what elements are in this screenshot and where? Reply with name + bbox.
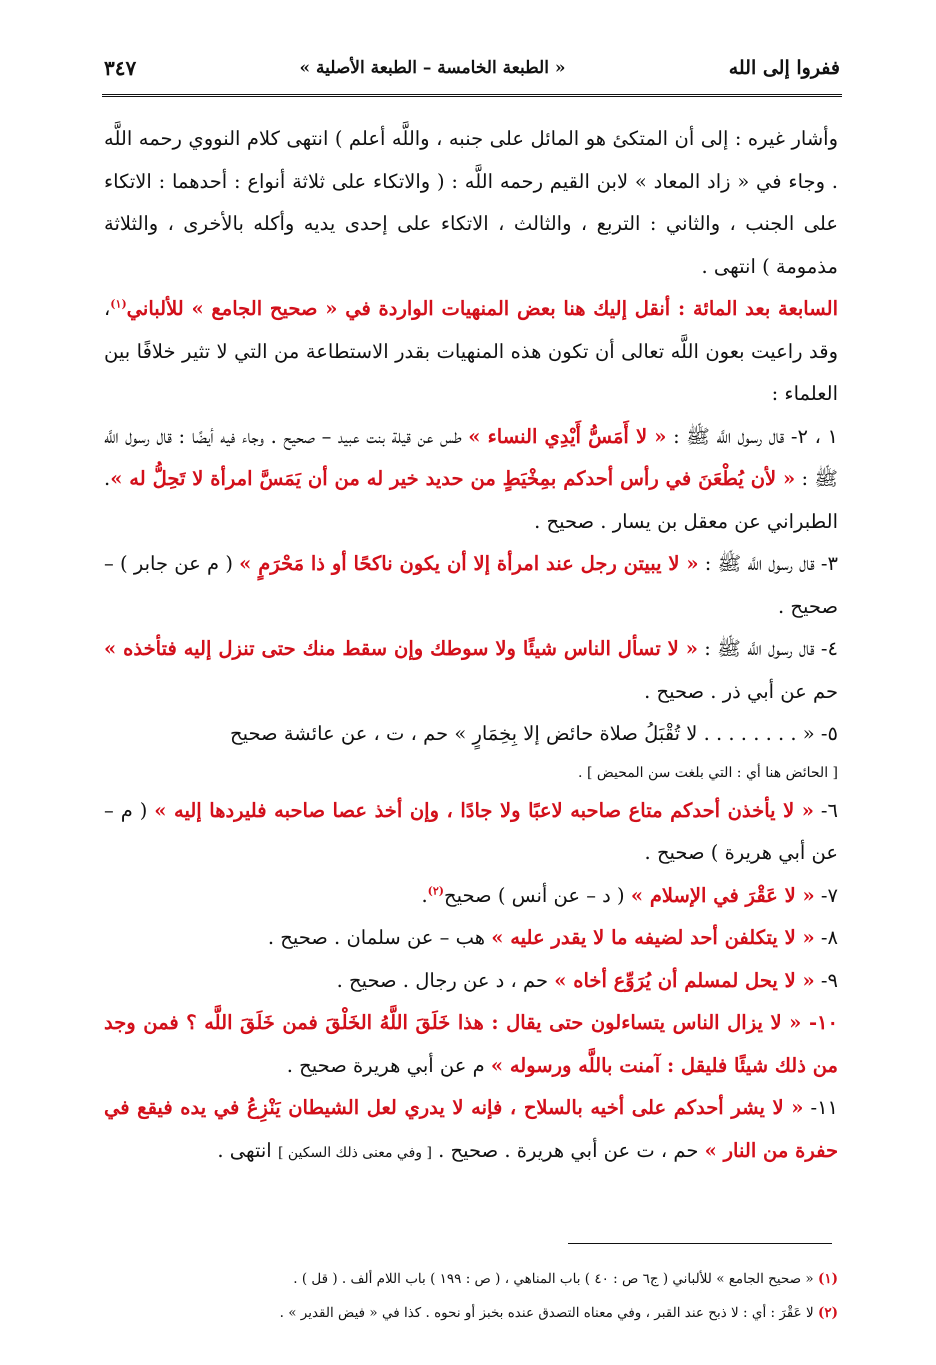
item-source: . الطبراني عن معقل بن يسار . صحيح . [104, 467, 838, 533]
item-end: . [421, 883, 428, 907]
hadith-text: « لا يبيتن رجل عند امرأة إلا أن يكون ناكحًا أو ذا مَحْرَمٍ » [239, 552, 699, 575]
section-intro [104, 288, 838, 416]
item-prefix: ١٠- [801, 1011, 838, 1034]
list-item-3 [104, 543, 838, 628]
hadith-text: ٥- « . . . . . . . . لا تُقْبَلُ صلاة حائض إلا بِخِمَارٍ » حم ، ت ، عن عائشة صحيح [230, 722, 838, 745]
paragraph-continuation [104, 118, 838, 288]
hadith-text: « لا أَمَسُّ أَيْدِي النساء » [468, 424, 667, 448]
item-prefix: ٤- قال رسول اللَّه ﷺ : [697, 637, 838, 660]
footnote-text: « صحيح الجامع » للألباني ( ج٦ ص : ٤٠ ) باب المناهي ، ( ص : ١٩٩ ) باب اللام ألف . ( قل ) . [293, 1271, 818, 1287]
item-prefix: ١ ، ٢- قال رسول اللَّه ﷺ : [666, 424, 838, 448]
list-item-6 [104, 790, 838, 875]
item-source: حم عن أبي ذر . صحيح . [644, 679, 838, 703]
page-number: ٣٤٧ [104, 56, 137, 80]
list-item-8 [104, 917, 838, 960]
hadith-text: « لا يأخذن أحدكم متاع صاحبه لاعبًا ولا جادًا ، وإن أخذ عصا صاحبه فليردها إليه » [154, 798, 814, 822]
item-note: [ وفي معنى ذلك السكين ] [277, 1144, 432, 1161]
hadith-text: « لا يشر أحدكم على أخيه بالسلاح ، فإنه لا يدري لعل الشيطان يَنْزِعُ في يده فيقع في حفرة من النار » [104, 1096, 838, 1162]
item-source: م عن أبي هريرة صحيح . [286, 1053, 491, 1077]
item-prefix: ٩- [814, 968, 838, 992]
body-text [104, 118, 838, 1172]
item-source: حم ، د عن رجال . صحيح . [336, 968, 555, 992]
item-prefix: ٧- [814, 883, 838, 907]
item-source: ( م عن جابر ) – صحيح . [104, 552, 838, 618]
footnote-1 [104, 1262, 838, 1296]
footnote-mark: (٢) [817, 1305, 838, 1321]
section-intro-text: ، وقد راعيت بعون اللَّه تعالى أن تكون هذه المنهيات بقدر الاستطاعة من التي لا تثير خلافًا بين العلماء : [104, 297, 838, 405]
footnote-ref-2: (٢) [427, 884, 444, 897]
list-item-9 [104, 960, 838, 1003]
item-source: ( م – عن أبي هريرة ) صحيح . [104, 798, 838, 864]
item-source: ( د – عن أنس ) صحيح [444, 883, 631, 907]
footnote-separator [568, 1243, 832, 1244]
item-prefix: ٨- [814, 926, 838, 949]
hadith-text: « لأن يُطْعَنَ في رأس أحدكم بمِخْيَطٍ من حديد خير له من أن يَمَسَّ امرأة لا تَحِلُّ له » [110, 467, 796, 490]
hadith-text: « لا عَقْرَ في الإسلام » [630, 883, 815, 907]
hadith-text: « لا يزال الناس يتساءلون حتى يقال : هذا خَلَقَ اللَّهُ الخَلْقَ فمن خَلَقَ اللَّه ؟ فمن وجد من ذلك شيئًا فليقل : آمنت باللَّه ورسوله » [104, 1011, 838, 1077]
footnote-ref-1: (١) [110, 297, 127, 311]
edition-label: « الطبعة الخامسة – الطبعة الأصلية » [299, 58, 566, 78]
item-source: طس عن قيلة بنت عبيد – صحيح . وجاء فيه أيضًا : قال رسول اللَّه ﷺ : [104, 424, 838, 490]
item-prefix: ٣- قال رسول اللَّه ﷺ : [698, 552, 838, 575]
item-source: هب – عن سلمان . صحيح . [267, 926, 492, 949]
item-end: انتهى . [217, 1138, 278, 1162]
page-header [104, 48, 840, 88]
footnote-mark: (١) [817, 1271, 838, 1287]
hadith-text: « لا يتكلفن أحد لضيفه ما لا يقدر عليه » [491, 926, 815, 949]
item-prefix: ١١- [803, 1096, 839, 1119]
list-item-5 [104, 713, 838, 756]
footnotes [104, 1262, 838, 1330]
section-heading: السابعة بعد المائة : أنقل إليك هنا بعض المنهيات الواردة في « صحيح الجامع » للألباني [126, 297, 838, 320]
running-title: ففروا إلى الله [728, 57, 840, 79]
footnote-text: لا عَقْرَ : أي : لا ذبح عند القبر ، وفي معناه التصدق عنده بخبز أو نحوه . كذا في « فيض القدير » . [279, 1305, 818, 1321]
list-item-4 [104, 628, 838, 713]
paragraph-text: وأشار غيره : إلى أن المتكئ هو المائل على جنبه ، واللَّه أعلم ) انتهى كلام النووي رحمه اللَّه . وجاء في « زاد المعاد » لابن القيم رحمه اللَّه : ( والاتكاء على ثلاثة أنواع : أحدهما : الاتكاء على الجنب ، والثاني : التربع ، والثالث ، الاتكاء على إحدى يديه وأكله بالأخرى ، والثلاثة مذمومة ) انتهى . [104, 127, 838, 278]
hadith-text: « لا تسأل الناس شيئًا ولا سوطك وإن سقط منك حتى تنزل إليه فتأخذه » [104, 637, 698, 660]
footnote-2 [104, 1296, 838, 1330]
list-item-5-note: [ الحائض هنا أي : التي بلغت سن المحيض ] . [578, 764, 838, 781]
list-item-11 [104, 1087, 838, 1172]
list-item-7 [104, 875, 838, 918]
hadith-text: « لا يحل لمسلم أن يُرَوِّع أخاه » [554, 968, 815, 992]
list-item-10 [104, 1002, 838, 1087]
header-rule [102, 94, 842, 97]
list-item-1-2 [104, 416, 838, 544]
item-source: حم ، ت عن أبي هريرة . صحيح . [431, 1138, 705, 1162]
item-prefix: ٦- [813, 798, 838, 822]
